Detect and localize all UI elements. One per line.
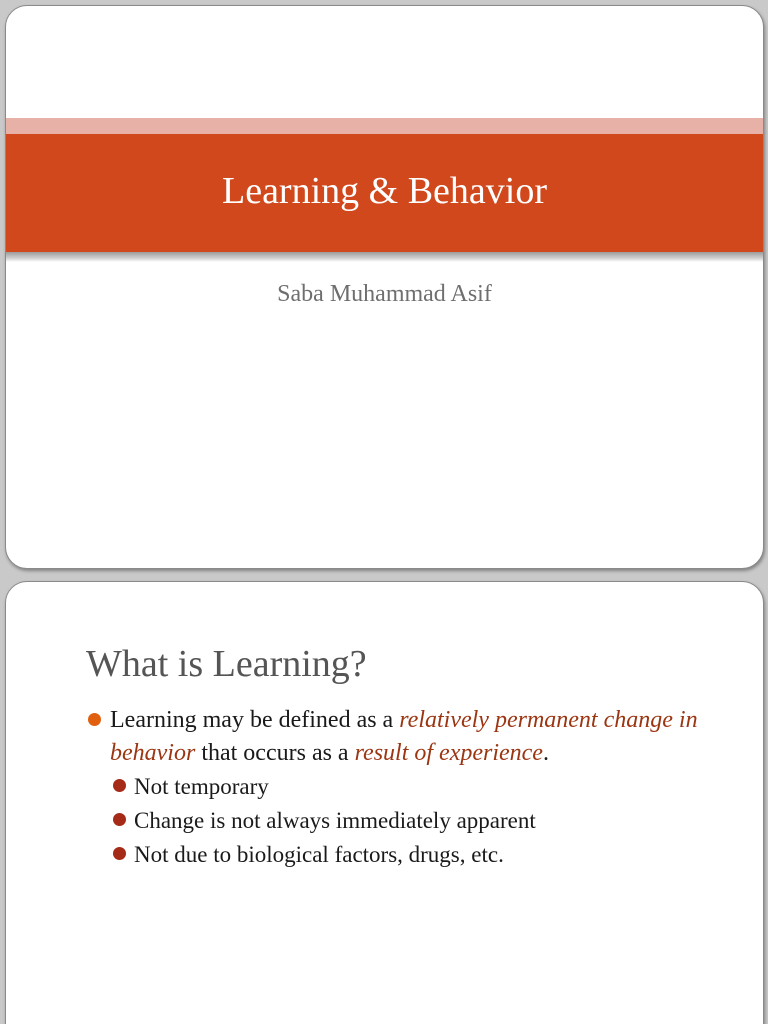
slide-title: Learning & Behavior <box>221 170 547 212</box>
title-band-accent <box>6 118 763 134</box>
title-band-shadow <box>6 252 763 262</box>
bullet-item-definition <box>88 704 698 770</box>
slide-heading: What is Learning? <box>86 643 367 685</box>
emphasis-text: relatively permanent change in behavior <box>110 707 698 766</box>
sub-bullet-text: Not temporary <box>134 774 269 799</box>
sub-bullet-item <box>110 838 698 872</box>
bullet-list <box>88 704 698 872</box>
bullet-dot-icon <box>113 779 126 792</box>
sub-bullet-item <box>110 804 698 838</box>
slide-subtitle: Saba Muhammad Asif <box>277 281 492 307</box>
bullet-dot-icon <box>88 713 101 726</box>
sub-bullet-text: Not due to biological factors, drugs, etc. <box>134 842 504 867</box>
bullet-text: that occurs as a <box>195 740 355 766</box>
bullet-text: . <box>542 740 549 766</box>
sub-bullet-text: Change is not always immediately apparent <box>134 808 536 833</box>
title-slide <box>5 5 764 569</box>
content-slide <box>5 581 764 1024</box>
sub-bullet-item <box>110 770 698 804</box>
bullet-text: Learning may be defined as a <box>110 707 400 733</box>
emphasis-text: result of experience <box>354 740 543 766</box>
title-band <box>6 134 763 252</box>
bullet-dot-icon <box>113 847 126 860</box>
bullet-dot-icon <box>113 813 126 826</box>
